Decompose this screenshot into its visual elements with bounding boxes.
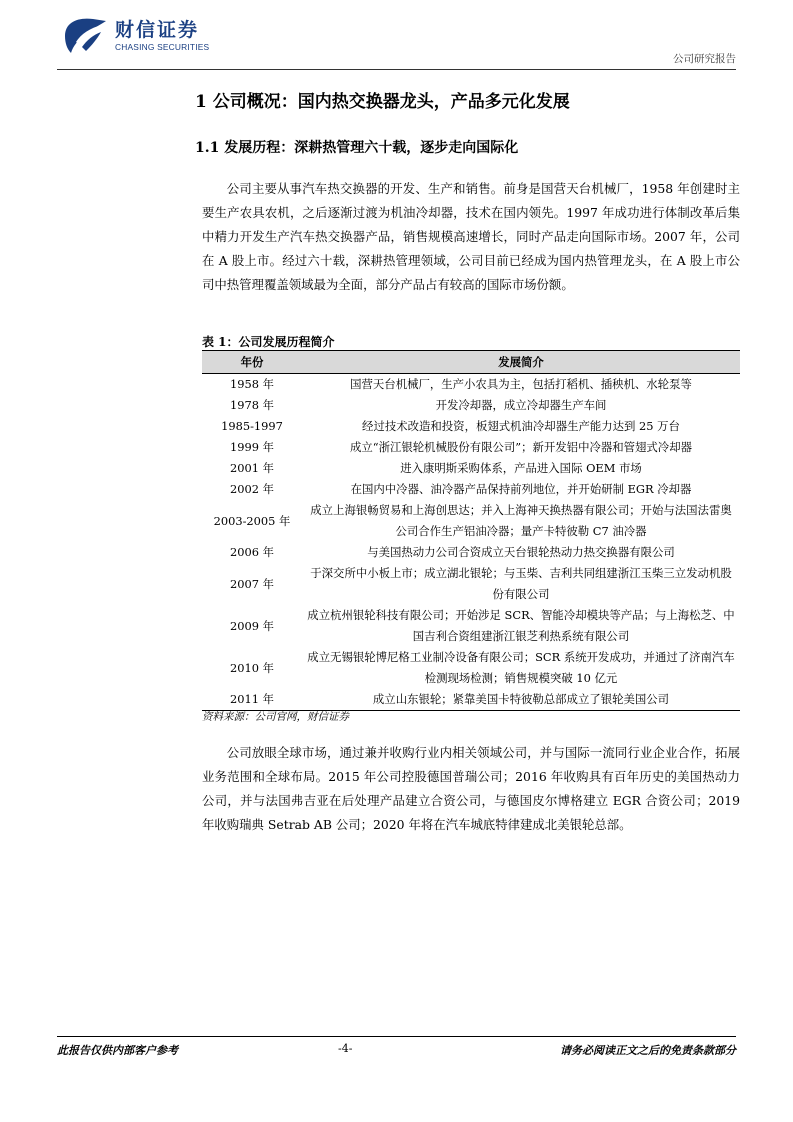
year-cell: 2011 年: [202, 689, 302, 711]
table-row: [202, 563, 740, 605]
table-caption: 表 1：公司发展历程简介: [202, 335, 335, 349]
year-cell: 2010 年: [230, 660, 274, 675]
section-heading: 1 公司概况：国内热交换器龙头，产品多元化发展: [195, 92, 570, 112]
subsection-heading: 1.1 发展历程：深耕热管理六十载，逐步走向国际化: [195, 140, 519, 156]
table-row: [202, 479, 740, 500]
desc-cell: 成立“浙江银轮机械股份有限公司”；新开发铝中冷器和管翅式冷却器: [350, 440, 692, 454]
intro-paragraph: [202, 177, 740, 297]
desc-cell: 国营天台机械厂，生产小农具为主，包括打稻机、插秧机、水轮泵等: [350, 377, 692, 391]
year-cell: 1999 年: [230, 440, 274, 454]
desc-cell: 于深交所中小板上市；成立湖北银轮；与玉柴、吉利共同组建浙江玉柴三立发动机股份有限公司: [310, 566, 732, 601]
page-number: -4-: [338, 1042, 353, 1055]
year-cell: 2009 年: [230, 618, 274, 633]
desc-cell: 与美国热动力公司合资成立天台银轮热动力热交换器有限公司: [367, 545, 675, 559]
footer-divider: [57, 1036, 736, 1037]
intro-paragraph-text: 公司主要从事汽车热交换器的开发、生产和销售。前身是国营天台机械厂，1958 年创建时主要生产农具农机，之后逐渐过渡为机油冷却器，技术在国内领先。1997 年成功进行体制改革后集中精力开发生产汽车热交换器产品，销售规模高速增长，同时产品走向国际市场。2007 年，公司在 A 股上市。经过六十载，深耕热管理领域，公司目前已经成为国内热管理龙头，在 A 股上市公司中热管理覆盖领域最为全面，部分产品占有较高的国际市场份额。: [202, 181, 740, 292]
global-expansion-text: 公司放眼全球市场，通过兼并收购行业内相关领域公司，并与国际一流同行业企业合作，拓展业务范围和全球布局。2015 年公司控股德国普瑞公司；2016 年收购具有百年历史的美国热动力公司，并与法国弗吉亚在后处理产品建立合资公司，与德国皮尔博格建立 EGR 合资公司；2019 年收购瑞典 Setrab AB 公司；2020 年将在汽车城底特律建成北美银轮总部。: [202, 745, 740, 832]
table-source-note: 资料来源：公司官网，财信证券: [202, 711, 349, 723]
year-cell: 1985-1997: [221, 419, 283, 433]
table-row: [202, 416, 740, 437]
table-header-row: [202, 351, 740, 374]
year-cell: 1978 年: [230, 398, 274, 412]
table-row: [202, 437, 740, 458]
desc-cell: 成立山东银轮；紧靠美国卡特彼勒总部成立了银轮美国公司: [302, 689, 740, 711]
table-row: [202, 605, 740, 647]
desc-cell: 成立上海银畅贸易和上海创思达；并入上海神天换热器有限公司；开始与法国法雷奥公司合作生产铝油冷器；量产卡特彼勒 C7 油冷器: [310, 503, 732, 538]
global-expansion-paragraph: [202, 741, 740, 837]
desc-cell: 开发冷却器，成立冷却器生产车间: [435, 398, 607, 412]
table-row: [202, 647, 740, 689]
table-row: [202, 542, 740, 563]
year-column-header: 年份: [202, 351, 302, 374]
year-cell: 2007 年: [230, 576, 274, 591]
desc-cell: 在国内中冷器、油冷器产品保持前列地位，并开始研制 EGR 冷却器: [350, 482, 692, 496]
footer-disclaimer-note: 请务必阅读正文之后的免责条款部分: [560, 1044, 736, 1057]
table-row: [202, 374, 740, 396]
desc-cell: 进入康明斯采购体系，产品进入国际 OEM 市场: [400, 461, 642, 475]
desc-cell: 成立无锡银轮博尼格工业制冷设备有限公司；SCR 系统开发成功，并通过了济南汽车检测现场检测；销售规模突破 10 亿元: [307, 650, 735, 685]
year-cell: 2006 年: [230, 545, 274, 559]
footer-internal-note: 此报告仅供内部客户参考: [57, 1044, 178, 1057]
logo-english-name: CHASING SECURITIES: [115, 42, 210, 52]
year-cell: 2003-2005 年: [213, 513, 291, 528]
table-row: [202, 395, 740, 416]
history-table: [202, 350, 740, 711]
year-cell: 1958 年: [230, 377, 274, 391]
report-type-label: 公司研究报告: [673, 53, 736, 65]
company-logo-icon: [62, 16, 108, 56]
table-row: [202, 689, 740, 711]
table-row: [202, 500, 740, 542]
desc-cell: 成立杭州银轮科技有限公司；开始涉足 SCR、智能冷却模块等产品；与上海松芝、中国吉利合资组建浙江银芝利热系统有限公司: [307, 608, 735, 643]
logo-chinese-name: 财信证券: [115, 19, 200, 41]
year-cell: 2001 年: [230, 461, 274, 475]
year-cell: 2002 年: [230, 482, 274, 496]
desc-cell: 经过技术改造和投资，板翅式机油冷却器生产能力达到 25 万台: [362, 419, 680, 433]
table-row: [202, 458, 740, 479]
description-column-header: 发展简介: [302, 351, 740, 374]
header-divider: [57, 69, 736, 70]
